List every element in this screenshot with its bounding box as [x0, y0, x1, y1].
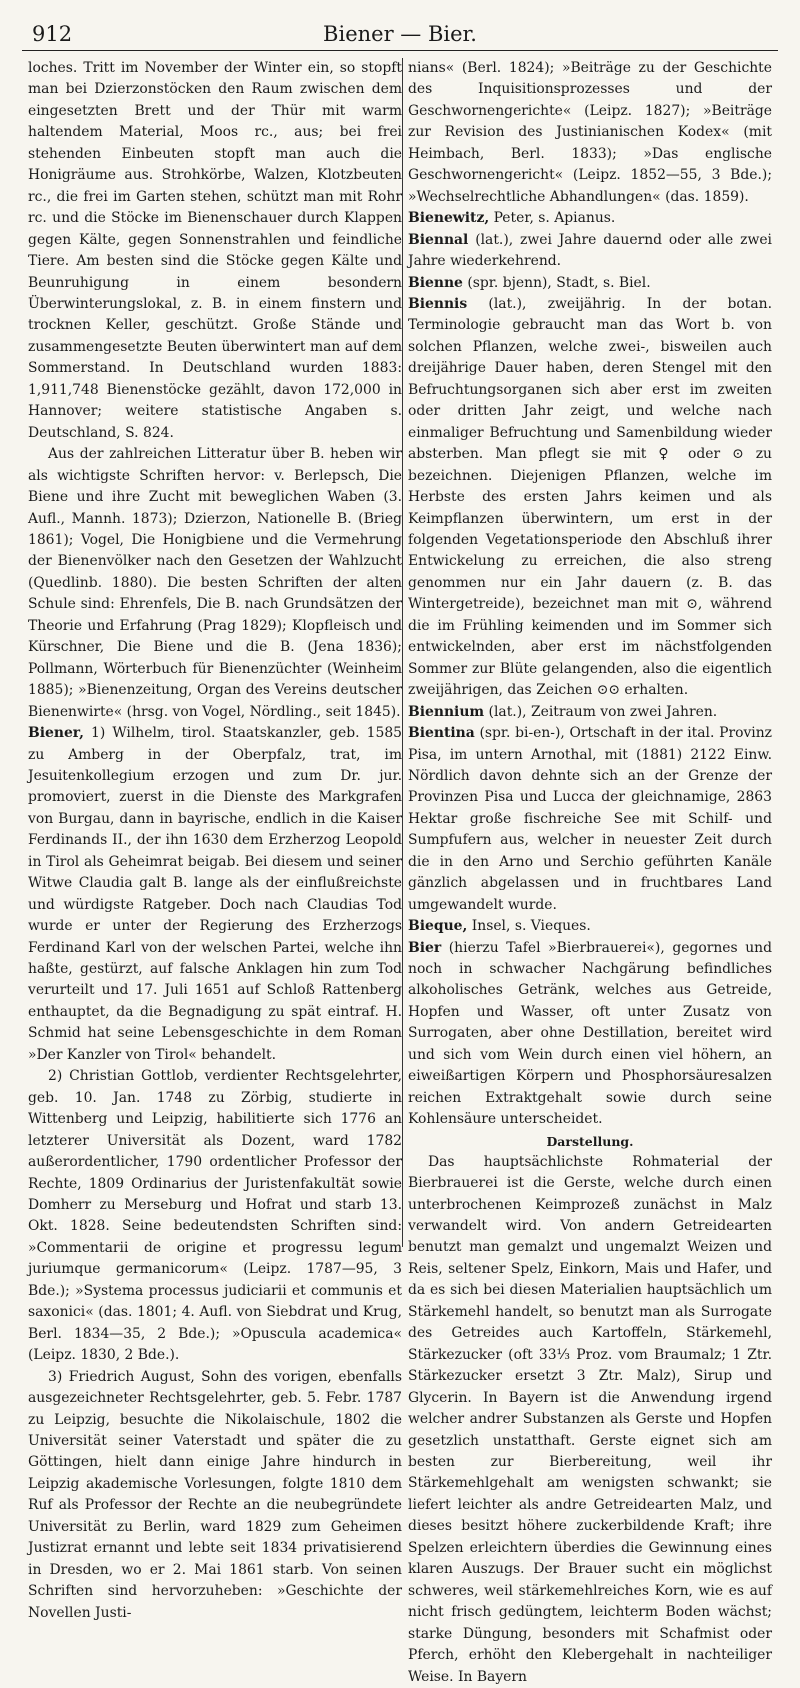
- entry-text: Insel, s. Vieques.: [467, 918, 591, 935]
- paragraph-continuation: nians« (Berl. 1824); »Beiträge zu der Geschichte des Inquisitionsprozesses und der Geschwornengerichte« (Leipz. 1827); »Beiträge zur Revision des Justinianischen Kodex« (mit Heimbach, Berl. 1833); »Das englische Geschwornengericht« (Leipz. 1852—55, 3 Bde.); »Wechselrechtliche Abhandlungen« (das. 1859).: [408, 60, 772, 205]
- entry-keyword: Bienne: [408, 274, 463, 291]
- column-divider: [402, 58, 403, 1247]
- entry-biennium: [408, 702, 772, 723]
- paragraph-literature: Aus der zahlreichen Litteratur über B. heben wir als wichtigste Schriften hervor: v. Berlepsch, Die Biene und ihre Zucht mit beweglichen Waben (3. Aufl., Mannh. 1873); Dzierzon, Nationelle B. (Brieg 1861); Vogel, Die Honigbiene und die Vermehrung der Bienenvölker nach den Gesetzen der Wahlzucht (Quedlinb. 1880). Die besten Schriften der alten Schule sind: Ehrenfels, Die B. nach Grundsätzen der Theorie und Erfahrung (Prag 1829); Klopfleisch und Kürschner, Die Biene und die B. (Jena 1836); Pollmann, Wörterbuch für Bienenzüchter (Weinheim 1885); »Bienenzeitung, Organ des Vereins deutscher Bienenwirte« (hrsg. von Vogel, Nördling., seit 1845).: [28, 446, 402, 720]
- page-header: [22, 10, 778, 51]
- entry-bier: [408, 938, 772, 1131]
- entry-text: (lat.), Zeitraum von zwei Jahren.: [484, 703, 718, 720]
- section-heading: Darstellung.: [546, 1133, 634, 1149]
- right-column: [408, 58, 772, 1685]
- entry-text: (hierzu Tafel »Bierbrauerei«), gegornes und noch in schwacher Nachgärung befindliches alkoholisches Getränk, welches aus Getreide, Hopfen und Wasser, oft unter Zusatz von Surrogaten, aber ohne Destillation, bereitet wird und sich vom Wein durch einen viel höhern, an eiweißartigen Körpern und Phosphorsäuresalzen reichen Extraktgehalt sowie durch seine Kohlensäure unterscheidet.: [408, 939, 772, 1128]
- entry-text: (lat.), zwei Jahre dauernd oder alle zwei Jahre wiederkehrend.: [408, 231, 772, 270]
- paragraph-christian-gottlob: 2) Christian Gottlob, verdienter Rechtsgelehrter, geb. 10. Jan. 1748 zu Zörbig, studierte in Wittenberg und Leipzig, habilitierte sich 1776 an letzterer Universität als Dozent, ward 1782 außerordentlicher, 1790 ordentlicher Professor der Rechte, 1809 Ordinarius der Juristenfakultät sowie Domherr zu Merseburg und Hofrat und starb 13. Okt. 1828. Seine bedeutendsten Schriften sind: »Commentarii de origine et progressu legum juriumque germanicorum« (Leipz. 1787—95, 3 Bde.); »Systema processus judiciarii et communis et saxonici« (das. 1801; 4. Aufl. von Siebdrat und Krug, Berl. 1834—35, 2 Bde.); »Opuscula academica« (Leipz. 1830, 2 Bde.).: [28, 1068, 402, 1364]
- entry-bienne: [408, 273, 772, 294]
- page-number: 912: [32, 22, 73, 46]
- entry-text: Peter, s. Apianus.: [489, 210, 616, 227]
- entry-text: (spr. bjenn), Stadt, s. Biel.: [462, 274, 651, 291]
- entry-bientina: [408, 723, 772, 916]
- entry-keyword: Bieque,: [408, 918, 468, 935]
- entry-keyword: Biennium: [408, 703, 485, 720]
- paragraph-friedrich-august: 3) Friedrich August, Sohn des vorigen, ebenfalls ausgezeichneter Rechtsgelehrter, geb. 5. Febr. 1787 zu Leipzig, besuchte die Nikolaischule, 1802 die Universität seiner Vaterstadt und später die zu Göttingen, hielt dann einige Jahre hindurch in Leipzig akademische Vorlesungen, folgte 1810 dem Ruf als Professor der Rechte an die neubegründete Universität zu Berlin, ward 1829 zum Geheimen Justizrat ernannt und lebte seit 1834 privatisierend in Dresden, wo er 2. Mai 1861 starb. Von seinen Schriften sind hervorzuheben: »Geschichte der Novellen Justi-: [28, 1368, 402, 1621]
- entry-text: (spr. bi-en-), Ortschaft in der ital. Provinz Pisa, im untern Arnothal, mit (1881) 2122 Einw. Nördlich davon dehnte sich an der Grenze der Provinzen Pisa und Lucca der gleichnamige, 2863 Hektar große fischreiche See mit Schilf- und Sumpfufern aus, welcher in neuester Zeit durch die in den Arno und Serchio geführten Kanäle gänzlich abgelassen und in fruchtbares Land umgewandelt wurde.: [408, 725, 772, 913]
- entry-keyword: Bientina: [408, 725, 475, 742]
- entry-biener: [28, 723, 402, 1066]
- entry-keyword: Biennis: [408, 295, 468, 312]
- paragraph-darstellung: Das hauptsächlichste Rohmaterial der Bierbrauerei ist die Gerste, welche durch einen unterbrochenen Keimprozeß zunächst in Malz verwandelt wird. Von andern Getreidearten benutzt man gemalzt und ungemalzt Weizen und Reis, seltener Spelz, Einkorn, Mais und Hafer, und da es sich bei diesen Materialien hauptsächlich um Stärkemehl handelt, so benutzt man als Surrogate des Getreides auch Kartoffeln, Stärkemehl, Stärkezucker (oft 33⅓ Proz. vom Braumalz; 1 Ztr. Stärkezucker ersetzt 3 Ztr. Malz), Sirup und Glycerin. In Bayern ist die Anwendung irgend welcher andrer Substanzen als Gerste und Hopfen gesetzlich unstatthaft. Gerste eignet sich am besten zur Bierbereitung, weil ihr Stärkemehlgehalt am wenigsten schwankt; sie liefert leichter als andre Getreidearten Malz, und dieses besitzt höhere zuckerbildende Kraft; ihre Spelzen erleichtern überdies die Gewinnung eines klaren Auszugs. Der Brauer sucht ein möglichst schweres, weil stärkemehlreiches Korn, wie es auf nicht frisch gedüngtem, leichterm Boden wächst; starke Düngung, besonders mit Schafmist oder Pferch, erhöht den Klebergehalt in nachteiliger Weise. In Bayern: [408, 1153, 772, 1685]
- paragraph-wintering: loches. Tritt im November der Winter ein, so stopft man bei Dzierzonstöcken den Raum zwischen dem eingesetzten Brett und der Thür mit warm haltendem Material, Moos rc., aus; bei frei stehenden Einbeuten stopft man auch die Honigräume aus. Strohkörbe, Walzen, Klotzbeuten rc., die frei im Garten stehen, schützt man mit Rohr rc. und die Stöcke im Bienenschauer durch Klappen gegen Kälte, gegen Sonnenstrahlen und feindliche Tiere. Am besten sind die Stöcke gegen Kälte und Beunruhigung in einem besondern Überwinterungslokal, z. B. in einem finstern und trocknen Keller, geschützt. Große Stände und zusammengesetzte Beuten überwintert man auf dem Sommerstand. In Deutschland wurden 1883: 1,911,748 Bienenstöcke gezählt, davon 172,000 in Hannover; weitere statistische Angaben s. Deutschland, S. 824.: [28, 60, 402, 441]
- text-columns: [22, 58, 778, 1685]
- entry-text: (lat.), zweijährig. In der botan. Terminologie gebraucht man das Wort b. von solchen Pflanzen, welche zwei-, bisweilen auch dreijährige Dauer haben, deren Stengel mit den Befruchtungsorganen sich aber erst im zweiten oder dritten Jahr zeigt, und welche nach einmaliger Befruchtung und Samenbildung wieder absterben. Man pflegt sie mit ♀ oder ⊙ zu bezeichnen. Diejenigen Pflanzen, welche im Herbste des ersten Jahrs keimen und als Keimpflanzen überwintern, um erst in der folgenden Vegetationsperiode den Abschluß ihrer Entwickelung zu erreichen, die also streng genommen nur ein Jahr dauern (z. B. das Wintergetreide), bezeichnet man mit ⊙, während die im Frühling keimenden und im Sommer sich entwickelnden, aber erst im nächstfolgenden Sommer zur Blüte gelangenden, also die eigentlich zweijährigen, das Zeichen ⊙⊙ erhalten.: [408, 295, 772, 699]
- entry-biennal: [408, 230, 772, 273]
- entry-bieque: [408, 916, 772, 937]
- entry-biennis: [408, 294, 772, 702]
- entry-keyword: Bienewitz,: [408, 210, 490, 227]
- left-column: [28, 58, 402, 1621]
- entry-keyword: Biennal: [408, 231, 469, 248]
- entry-keyword: Biener,: [28, 725, 84, 742]
- entry-bienewitz: [408, 208, 772, 229]
- entry-keyword: Bier: [408, 939, 442, 956]
- entry-text: 1) Wilhelm, tirol. Staatskanzler, geb. 1585 zu Amberg in der Oberpfalz, trat, im Jesuitenkollegium erzogen und zum Dr. jur. promoviert, zuerst in die Dienste des Markgrafen von Burgau, dann in bayrische, endlich in die Kaiser Ferdinands II., der ihn 1630 dem Erzherzog Leopold in Tirol als Geheimrat beigab. Bei diesem und seiner Witwe Claudia galt B. lange als der einflußreichste und würdigste Ratgeber. Doch nach Claudias Tod wurde er unter der Regierung des Erzherzogs Ferdinand Karl von der welschen Partei, welche ihn haßte, gestürzt, auf falsche Anklagen hin zum Tod verurteilt und 17. Juli 1651 auf Schloß Rattenberg enthauptet, da die Begnadigung zu spät eintraf. H. Schmid hat seine Lebensgeschichte in dem Roman »Der Kanzler von Tirol« behandelt.: [28, 725, 402, 1063]
- page-title: Biener — Bier.: [323, 22, 477, 46]
